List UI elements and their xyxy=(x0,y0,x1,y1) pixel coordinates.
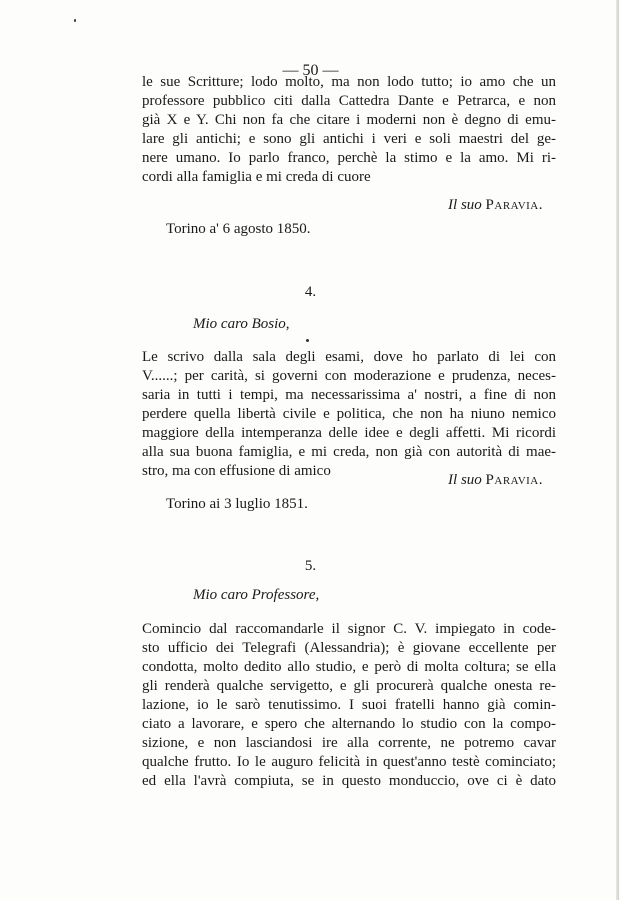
text-line: già X e Y. Chi non fa che citare i moderni non è degno di emu- xyxy=(142,112,556,128)
text-line: nere umano. Io parlo franco, perchè la stimo e la amo. Mi ri- xyxy=(142,150,556,166)
signature-name: Paravia. xyxy=(485,472,543,488)
letter-number-4: 4. xyxy=(304,284,317,300)
text-line: qualche frutto. Io le auguro felicità in quest'anno testè cominciato; xyxy=(142,754,556,770)
letter-body-2 xyxy=(142,348,556,481)
letter-body-1 xyxy=(142,73,556,187)
text-line: sizione, e non lasciandosi ire alla corrente, ne potremo cavar xyxy=(142,735,556,751)
signature-prefix: Il suo xyxy=(448,472,482,488)
text-line: Le scrivo dalla sala degli esami, dove ho parlato di lei con xyxy=(142,349,556,365)
text-line: perdere quella libertà civile e politica, che non ha niuno nemico xyxy=(142,406,556,422)
ink-speck xyxy=(306,339,309,342)
text-line: lare gli antichi; e sono gli antichi i veri e soli maestri del ge- xyxy=(142,131,556,147)
letter-body-3 xyxy=(142,620,556,791)
page-number: — 50 — xyxy=(282,62,339,79)
text-line: gli renderà qualche servigetto, e gli procurerà qualche onesta re- xyxy=(142,678,556,694)
salutation-2: Mio caro Bosio, xyxy=(193,316,290,332)
text-line: V......; per carità, si governi con moderazione e prudenza, neces- xyxy=(142,368,556,384)
signature-prefix: Il suo xyxy=(448,197,482,213)
signature-1 xyxy=(448,197,543,214)
letter-number-5: 5. xyxy=(304,558,317,574)
signature-name: Paravia. xyxy=(485,197,543,213)
text-line: sto ufficio dei Telegrafi (Alessandria); è giovane eccellente per xyxy=(142,640,556,656)
text-line: lazione, io le sarò tenutissimo. I suoi fratelli hanno già comin- xyxy=(142,697,556,713)
text-line: ciato a lavorare, e spero che alternando lo studio con la compo- xyxy=(142,716,556,732)
text-line: condotta, molto dedito allo studio, e però di molta coltura; se ella xyxy=(142,659,556,675)
text-line: saria in tutti i tempi, ma necessarissima a' nostri, a fine di non xyxy=(142,387,556,403)
page-edge xyxy=(616,0,619,900)
letter-date-2: Torino ai 3 luglio 1851. xyxy=(166,496,308,512)
text-line: stro, ma con effusione di amico xyxy=(142,463,331,479)
text-line: ed ella l'avrà compiuta, se in questo monduccio, ove ci è dato xyxy=(142,773,556,789)
ink-speck xyxy=(74,19,76,22)
salutation-3: Mio caro Professore, xyxy=(193,587,320,603)
text-line: maggiore della intemperanza delle idee e degli affetti. Mi ricordi xyxy=(142,425,556,441)
text-line: alla sua buona famiglia, e mi creda, non già con autorità di mae- xyxy=(142,444,556,460)
text-line: cordi alla famiglia e mi creda di cuore xyxy=(142,169,371,185)
signature-2 xyxy=(448,472,543,489)
text-line: professore pubblico citi dalla Cattedra Dante e Petrarca, e non xyxy=(142,93,556,109)
letter-date-1: Torino a' 6 agosto 1850. xyxy=(166,221,311,237)
text-line: le sue Scritture; lodo molto, ma non lodo tutto; io amo che un xyxy=(142,74,556,90)
text-line: Comincio dal raccomandarle il signor C. V. impiegato in code- xyxy=(142,621,556,637)
